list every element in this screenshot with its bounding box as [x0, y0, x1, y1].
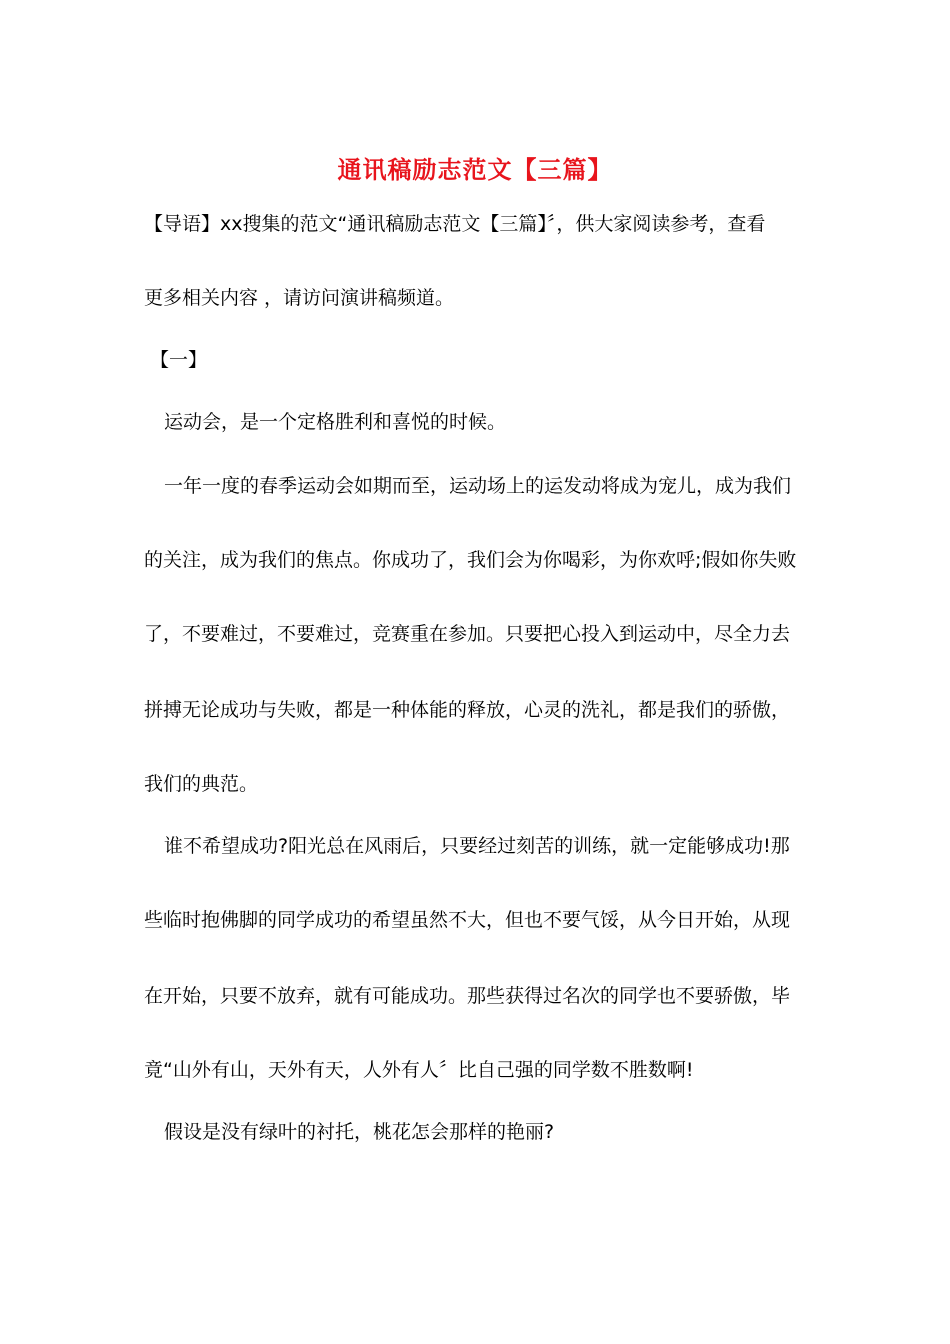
paragraph-line: 竟“山外有山，天外有天，人外有人〞比自己强的同学数不胜数啊! [144, 1059, 694, 1081]
paragraph-line: 了，不要难过，不要难过，竞赛重在参加。只要把心投入到运动中，尽全力去 [144, 623, 791, 645]
paragraph-line: 一年一度的春季运动会如期而至，运动场上的运发动将成为宠儿，成为我们 [164, 475, 792, 497]
paragraph-line: 在开始，只要不放弃，就有可能成功。那些获得过名次的同学也不要骄傲，毕 [144, 985, 791, 1007]
intro-line-2: 更多相关内容 ，请访问演讲稿频道。 [144, 287, 455, 309]
paragraph-line: 拼搏无论成功与失败，都是一种体能的释放，心灵的洗礼，都是我们的骄傲， [144, 699, 791, 721]
paragraph-line: 我们的典范。 [144, 773, 259, 795]
section-heading: 【一】 [150, 349, 208, 371]
paragraph-line: 的关注，成为我们的焦点。你成功了，我们会为你喝彩，为你欢呼;假如你失败 [144, 549, 797, 571]
paragraph-line: 些临时抱佛脚的同学成功的希望虽然不大，但也不要气馁，从今日开始，从现 [144, 909, 791, 931]
intro-line-1: 【导语】xx搜集的范文“通讯稿励志范文【三篇】〞，供大家阅读参考，查看 [144, 213, 766, 235]
paragraph-line: 运动会，是一个定格胜利和喜悦的时候。 [164, 411, 507, 433]
paragraph-line: 谁不希望成功?阳光总在风雨后，只要经过刻苦的训练，就一定能够成功!那 [164, 835, 790, 857]
document-title: 通讯稿励志范文【三篇】 [337, 155, 613, 184]
paragraph-line: 假设是没有绿叶的衬托，桃花怎会那样的艳丽? [164, 1121, 555, 1143]
